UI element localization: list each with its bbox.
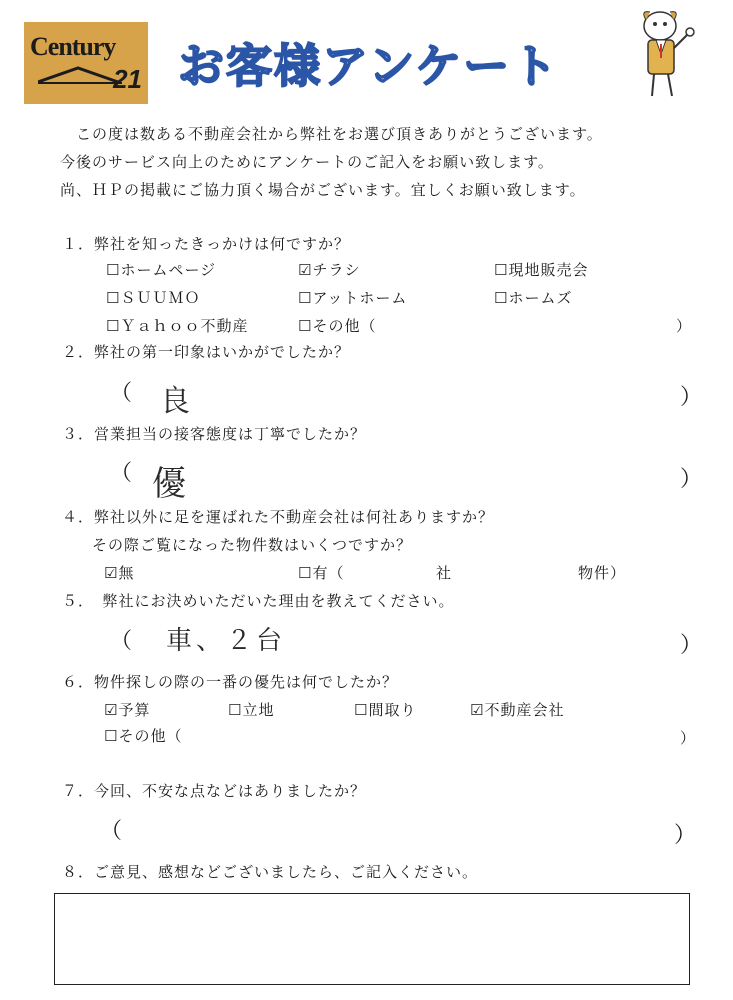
q5-text: ５． 弊社にお決めいただいた理由を教えてください。 <box>62 592 455 610</box>
q6-other-close: ） <box>680 729 697 747</box>
q4-text: ４．弊社以外に足を運ばれた不動産会社は何社ありますか？ <box>62 508 495 526</box>
house-roof-icon <box>38 64 124 84</box>
mascot-dog-icon <box>630 4 710 104</box>
comment-box[interactable] <box>54 893 690 985</box>
logo-number: 21 <box>113 64 142 94</box>
q3-paren-open: （ <box>110 461 133 486</box>
q1-option-homepage[interactable]: ☐ホームページ <box>106 261 217 279</box>
q6-option-agency[interactable]: ☑不動産会社 <box>470 701 565 719</box>
q7-text: ７．今回、不安な点などはありましたか？ <box>62 782 367 800</box>
q6-text: ６．物件探しの際の一番の優先は何でしたか？ <box>62 673 399 691</box>
q2-paren-close: ） <box>680 385 703 410</box>
intro-line-1: この度は数ある不動産会社から弊社をお選び頂きありがとうございます。 <box>76 125 603 143</box>
q4-text-2: その際ご覧になった物件数はいくつですか？ <box>92 536 413 554</box>
q1-option-other[interactable]: ☐その他（ <box>298 317 377 335</box>
q1-option-open-house[interactable]: ☐現地販売会 <box>494 261 589 279</box>
q6-option-layout[interactable]: ☐間取り <box>354 701 417 719</box>
logo-wordmark: Century <box>30 32 116 61</box>
q7-paren-open: （ <box>100 819 123 844</box>
q4-option-none[interactable]: ☑無 <box>104 564 135 582</box>
q1-other-close: ） <box>676 317 693 335</box>
q4-unit-properties: 物件） <box>578 564 627 582</box>
q2-answer[interactable]: 良 <box>160 384 190 419</box>
q6-option-location[interactable]: ☐立地 <box>228 701 275 719</box>
q6-option-other[interactable]: ☐その他（ <box>104 727 183 745</box>
q2-text: ２．弊社の第一印象はいかがでしたか？ <box>62 343 351 361</box>
intro-line-2: 今後のサービス向上のためにアンケートのご記入をお願い致します。 <box>60 153 554 171</box>
q1-text: １．弊社を知ったきっかけは何ですか？ <box>62 235 351 253</box>
q5-paren-open: （ <box>110 629 133 654</box>
q2-paren-open: （ <box>110 381 133 406</box>
q5-answer[interactable]: 車、２台 <box>166 626 287 656</box>
q4-unit-companies: 社 <box>436 564 453 582</box>
q7-paren-close: ） <box>674 823 697 848</box>
q1-option-flyer[interactable]: ☑チラシ <box>298 261 361 279</box>
q3-answer[interactable]: 優 <box>152 464 186 504</box>
q5-paren-close: ） <box>680 633 703 658</box>
q1-option-yahoo[interactable]: ☐Ｙａｈｏｏ不動産 <box>106 317 249 335</box>
page-title: お客様アンケート <box>178 39 560 93</box>
q8-text: ８．ご意見、感想などございましたら、ご記入ください。 <box>62 863 479 881</box>
q3-text: ３．営業担当の接客態度は丁寧でしたか？ <box>62 425 367 443</box>
q1-option-athome[interactable]: ☐アットホーム <box>298 289 408 307</box>
q4-option-yes[interactable]: ☐有（ <box>298 564 345 582</box>
intro-line-3: 尚、ＨＰの掲載にご協力頂く場合がございます。宜しくお願い致します。 <box>60 181 586 199</box>
q1-option-suumo[interactable]: ☐ＳＵＵＭＯ <box>106 289 201 307</box>
century21-logo <box>24 22 148 104</box>
q3-paren-close: ） <box>680 467 703 492</box>
q1-option-homes[interactable]: ☐ホームズ <box>494 289 573 307</box>
q6-option-budget[interactable]: ☑予算 <box>104 701 151 719</box>
